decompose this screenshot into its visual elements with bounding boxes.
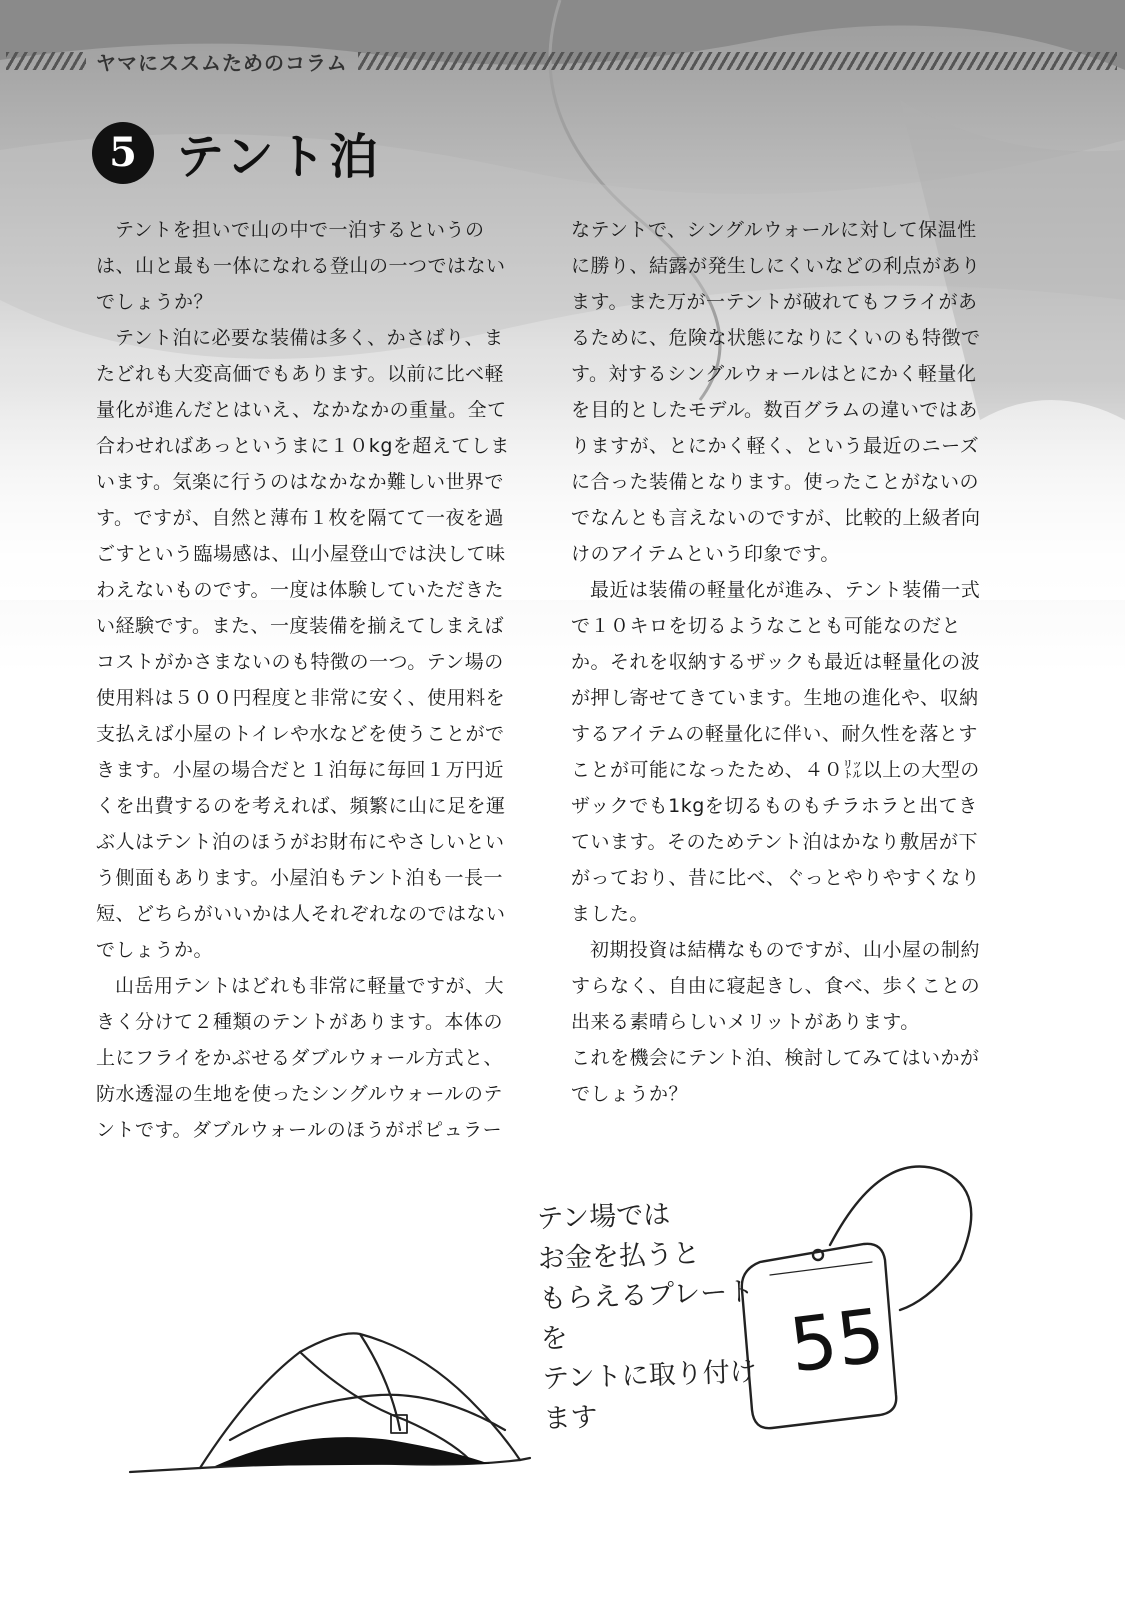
note-line: ます [542,1401,599,1435]
paragraph: テント泊に必要な装備は多く、かさばり、またどれも大変高価でもあります。以前に比べ軽量化が進んだとはいえ、なかなかの重量。全て合わせればあっというまに１０kgを超えてしまいます。気楽に行うのはなかなか難しい世界です。ですが、自然と薄布１枚を隔てて一夜を過ごすという臨場感は、山小屋登山では決して味わえないものです。一度は体験していただきたい経験です。また、一度装備を揃えてしまえばコストがかさまないのも特徴の一つ。テン場の使用料は５００円程度と非常に安く、使用料を支払えば小屋のトイレや水などを使うことができます。小屋の場合だと１泊毎に毎回１万円近くを出費するのを考えれば、頻繁に山に足を運ぶ人はテント泊のほうがお財布にやさしいという側面もあります。小屋泊もテント泊も一長一短、どちらがいいかは人それぞれなのではないでしょうか。 [96,327,510,961]
paragraph: 最近は装備の軽量化が進み、テント装備一式で１０キロを切るようなことも可能なのだとか。それを収納するザックも最近は軽量化の波が押し寄せてきています。生地の進化や、収納するアイテムの軽量化に伴い、耐久性を落とすことが可能になったため、４０㍑以上の大型のザックでも1kgを切るものもチラホラと出てきています。そのためテント泊はかなり敷居が下がっており、昔に比べ、ぐっとやりやすくなりました。 [571,579,981,925]
paragraph: これを機会にテント泊、検討してみてはいかがでしょうか？ [571,1047,980,1105]
paragraph: テントを担いで山の中で一泊するというのは、山と最も一体になれる登山の一つではないでしょうか？ [96,219,506,313]
paragraph: 山岳用テントはどれも非常に軽量ですが、大きく分けて２種類のテントがあります。本体の上にフライをかぶせるダブルウォール方式と、防水透湿の生地を使ったシングルウォールのテントです。ダブルウォールのほうがポピュラー [96,975,505,1141]
tent-shadow [215,1437,490,1466]
page-title: テント泊 [176,129,382,185]
series-title: ヤマにススムためのコラム [96,50,348,75]
note-line: お金を払うと [537,1238,701,1275]
paragraph: なテントで、シングルウォールに対して保温性に勝り、結露が発生しにくいなどの利点があります。また万が一テントが破れてもフライがあるために、危険な状態になりにくいのも特徴です。対するシングルウォールはとにかく軽量化を目的としたモデル。数百グラムの違いではありますが、とにかく軽く、という最近のニーズに合った装備となります。使ったことがないのでなんとも言えないのですが、比較的上級者向けのアイテムという印象です。 [571,219,981,565]
paragraph: 初期投資は結構なものですが、山小屋の制約すらなく、自由に寝起きし、食べ、歩くことの出来る素晴らしいメリットがあります。 [571,939,981,1033]
tag-number: 55 [785,1292,890,1390]
note-line: テントに取り付け [541,1356,758,1395]
handwritten-note [536,1192,764,1440]
note-line: テン場では [536,1199,671,1235]
note-line: もらえるプレートを [538,1276,755,1355]
chapter-number-badge: 5 [92,122,154,184]
